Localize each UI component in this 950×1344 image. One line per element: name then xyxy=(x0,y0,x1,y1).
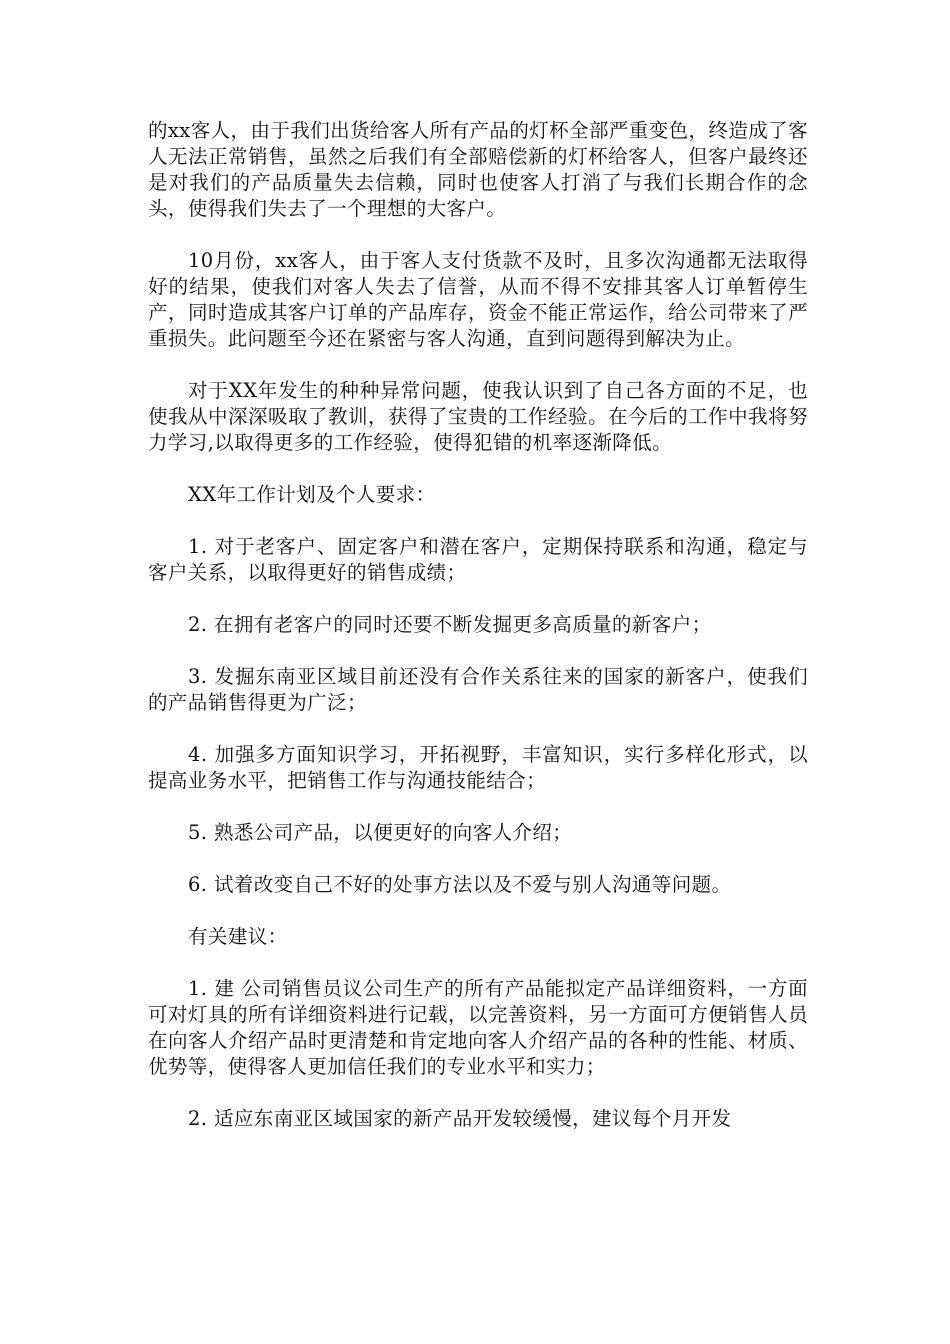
paragraph-october-issue: 10月份，xx客人，由于客人支付货款不及时，且多次沟通都无法取得好的结果，使我们对客人失去了信誉，从而不得不安排其客人订单暂停生产，同时造成其客户订单的产品库存，资金不能正常运作，给公司带来了严重损失。此问题至今还在紧密与客人沟通，直到问题得到解决为止。 xyxy=(148,249,808,350)
plan-item-2: 2. 在拥有老客户的同时还要不断发掘更多高质量的新客户； xyxy=(188,613,712,636)
paragraph-lost-customer: 的xx客人，由于我们出货给客人所有产品的灯杯全部严重变色，终造成了客人无法正常销售，虽然之后我们有全部赔偿新的灯杯给客人，但客户最终还是对我们的产品质量失去信赖，同时也使客人打消了与我们长期合作的念头，使得我们失去了一个理想的大客户。 xyxy=(148,119,808,220)
plan-item-4: 4. 加强多方面知识学习，开拓视野，丰富知识，实行多样化形式，以提高业务水平，把销售工作与沟通技能结合； xyxy=(148,743,808,792)
plan-item-5: 5. 熟悉公司产品，以便更好的向客人介绍； xyxy=(188,821,573,844)
heading-work-plan: XX年工作计划及个人要求： xyxy=(188,483,436,506)
suggestion-item-1: 1. 建 公司销售员议公司生产的所有产品能拟定产品详细资料，一方面可对灯具的所有详细资料进行记载，以完善资料，另一方面可方便销售人员在向客人介绍产品时更清楚和肯定地向客人介绍产品的各种的性能、材质、优势等，使得客人更加信任我们的专业水平和实力； xyxy=(148,977,808,1078)
plan-item-6: 6. 试着改变自己不好的处事方法以及不爱与别人沟通等问题。 xyxy=(188,873,732,896)
plan-item-1: 1. 对于老客户、固定客户和潜在客户，定期保持联系和沟通，稳定与客户关系，以取得更好的销售成绩； xyxy=(148,535,808,584)
paragraph-lessons-learned: 对于XX年发生的种种异常问题，使我认识到了自己各方面的不足，也使我从中深深吸取了教训，获得了宝贵的工作经验。在今后的工作中我将努力学习,以取得更多的工作经验，使得犯错的机率逐渐降低。 xyxy=(148,379,808,454)
plan-item-3: 3. 发掘东南亚区域目前还没有合作关系往来的国家的新客户，使我们的产品销售得更为广泛； xyxy=(148,665,808,714)
suggestion-item-2: 2. 适应东南亚区域国家的新产品开发较缓慢，建议每个月开发 xyxy=(188,1107,732,1130)
heading-suggestions: 有关建议： xyxy=(188,925,288,948)
document-body xyxy=(148,118,808,1158)
